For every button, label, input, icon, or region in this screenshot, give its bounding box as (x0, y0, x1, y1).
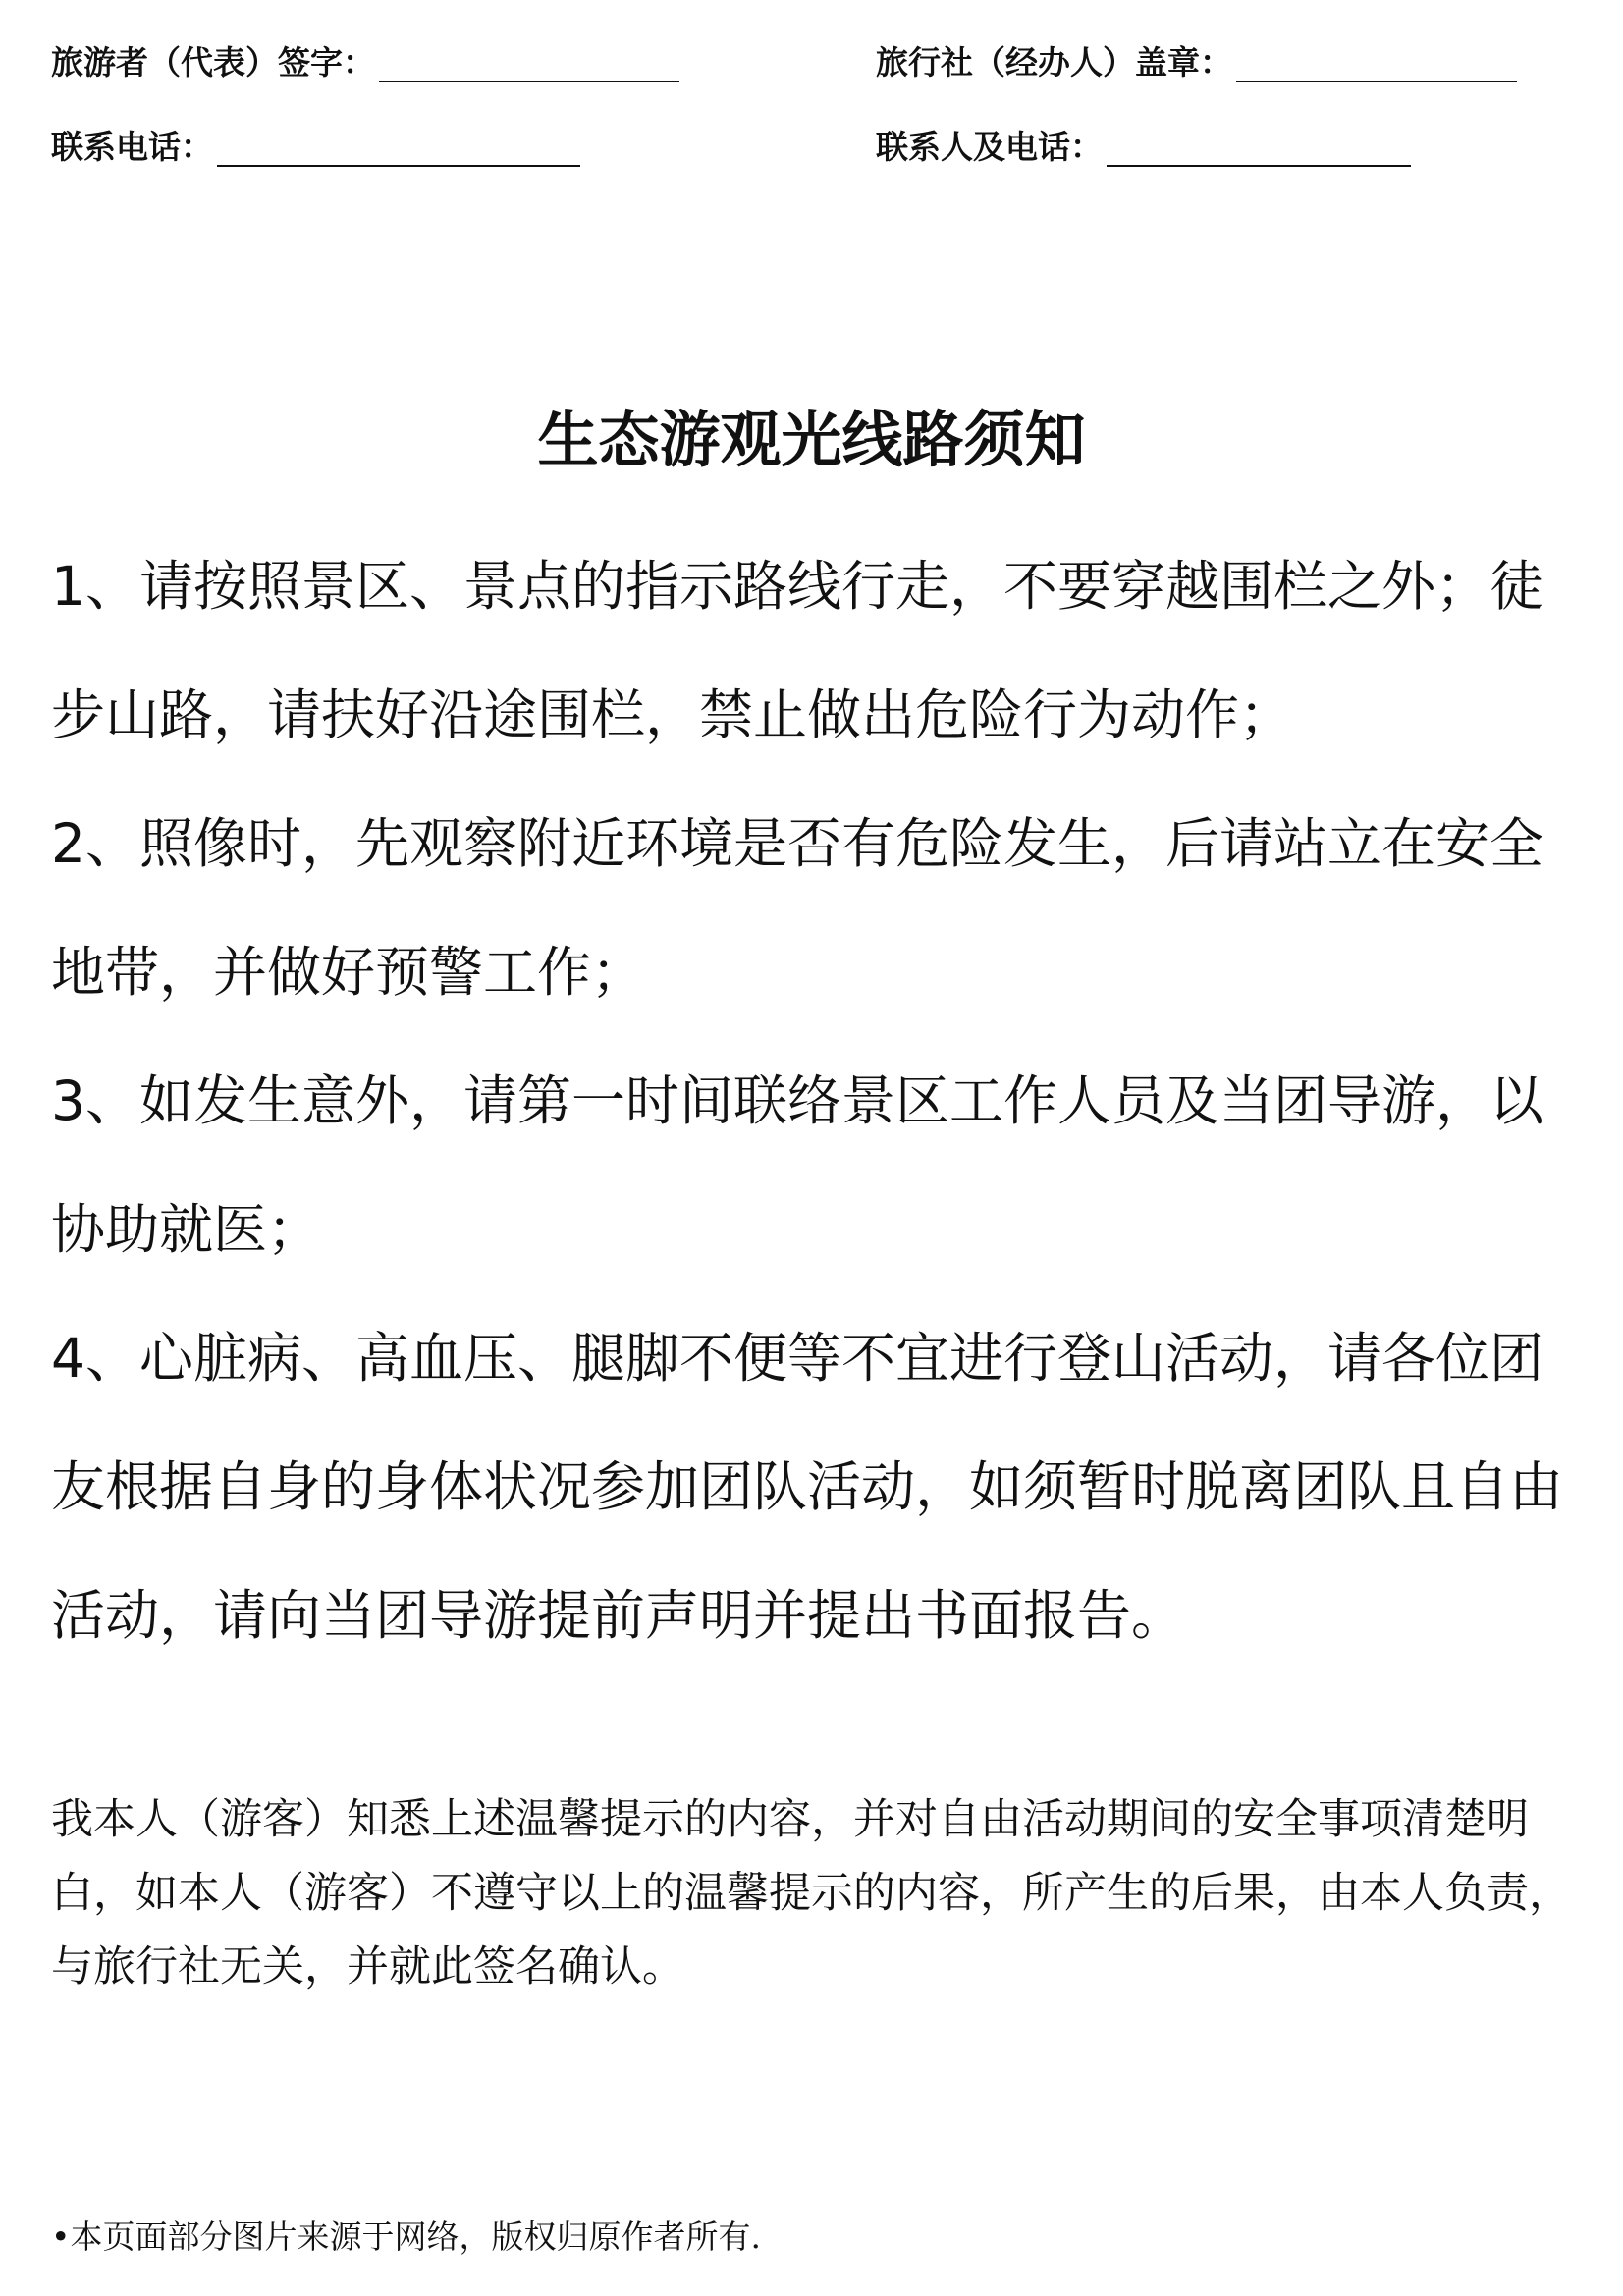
signature-block (51, 43, 1583, 212)
contact-label: 联系人及电话： (876, 128, 1103, 166)
rule-item-1: 1、请按照景区、景点的指示路线行走，不要穿越围栏之外；徒步山路，请扶好沿途围栏，禁止做出危险行为动作； (51, 555, 1543, 746)
rule-item-3: 3、如发生意外，请第一时间联络景区工作人员及当团导游，以协助就医； (51, 1069, 1543, 1261)
phone-field (51, 128, 876, 167)
signature-row-1 (51, 43, 1583, 128)
rule-item-4: 4、心脏病、高血压、腿脚不便等不宜进行登山活动，请各位团友根据自身的身体状况参加团队活动，如须暂时脱离团队且自由活动，请向当团导游提前声明并提出书面报告。 (51, 1327, 1564, 1647)
tourist-signature-field (51, 43, 876, 82)
phone-label: 联系电话： (51, 128, 213, 166)
contact-field (876, 128, 1411, 167)
tourist-signature-blank[interactable] (379, 47, 679, 82)
statement-text: 我本人（游客）知悉上述温馨提示的内容，并对自由活动期间的安全事项清楚明白，如本人（游客）不遵守以上的温馨提示的内容，所产生的后果，由本人负责，与旅行社无关，并就此签名确认。 (51, 1795, 1571, 1992)
tourist-signature-label: 旅游者（代表）签字： (51, 43, 375, 82)
signature-row-2 (51, 128, 1583, 212)
agency-seal-field (876, 43, 1517, 82)
confirmation-statement (51, 1783, 1588, 2004)
page-title: 生态游观光线路须知 (537, 404, 1086, 475)
rules-list (51, 522, 1588, 1680)
phone-blank[interactable] (217, 132, 580, 167)
rule-item-2: 2、照像时，先观察附近环境是否有危险发生，后请站立在安全地带，并做好预警工作； (51, 812, 1543, 1004)
agency-seal-label: 旅行社（经办人）盖章： (876, 43, 1232, 82)
contact-blank[interactable] (1107, 132, 1411, 167)
copyright-footnote: •本页面部分图片来源于网络，版权归原作者所有. (51, 2217, 761, 2256)
agency-seal-blank[interactable] (1236, 47, 1517, 82)
